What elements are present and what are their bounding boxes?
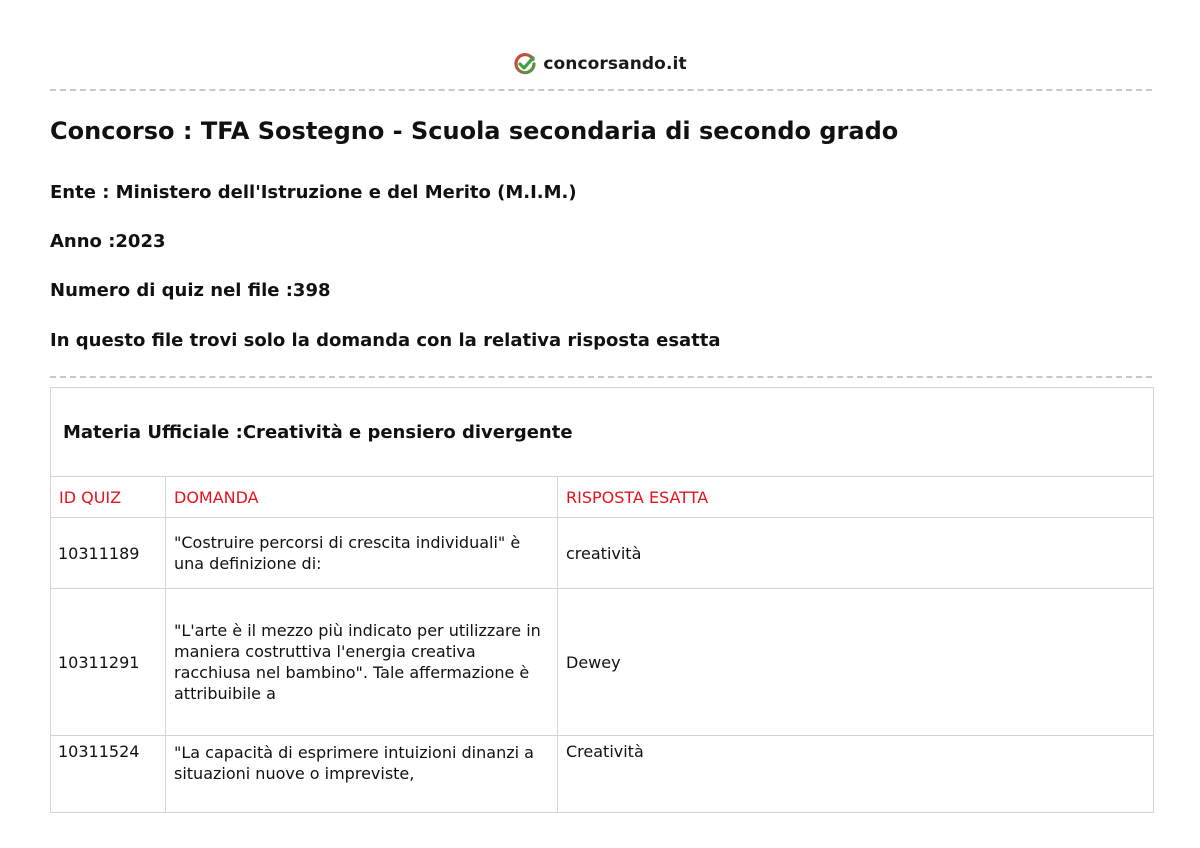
quiz-table [50,387,1154,813]
quiz-question: "L'arte è il mezzo più indicato per utilizzare in maniera costruttiva l'energia creativa racchiusa nel bambino". Tale affermazione è attribuibile a [166,589,558,736]
table-row [51,736,1154,813]
column-header-id: ID QUIZ [51,477,166,518]
quiz-answer: creatività [558,518,1154,589]
quiz-question: "La capacità di esprimere intuizioni dinanzi a situazioni nuove o impreviste, [166,736,558,813]
table-row [51,518,1154,589]
quiz-answer: Creatività [558,736,1154,813]
brand-name: concorsando.it [543,54,687,74]
quiz-id: 10311189 [51,518,166,589]
table-header-row [51,477,1154,518]
anno-line: Anno :2023 [50,231,166,252]
subject-row [51,388,1154,477]
note-line: In questo file trovi solo la domanda con la relativa risposta esatta [50,330,721,351]
middle-divider [50,376,1152,378]
document-title: Concorso : TFA Sostegno - Scuola secondaria di secondo grado [50,117,899,145]
top-divider [50,89,1152,91]
subject-title: Materia Ufficiale :Creatività e pensiero divergente [51,388,1154,477]
quiz-id: 10311291 [51,589,166,736]
check-circle-icon [513,52,537,76]
quiz-question: "Costruire percorsi di crescita individuali" è una definizione di: [166,518,558,589]
quiz-id: 10311524 [51,736,166,813]
table-row [51,589,1154,736]
ente-line: Ente : Ministero dell'Istruzione e del Merito (M.I.M.) [50,182,577,203]
brand-header [0,52,1200,76]
column-header-domanda: DOMANDA [166,477,558,518]
numero-quiz-line: Numero di quiz nel file :398 [50,280,331,301]
quiz-answer: Dewey [558,589,1154,736]
column-header-risposta: RISPOSTA ESATTA [558,477,1154,518]
